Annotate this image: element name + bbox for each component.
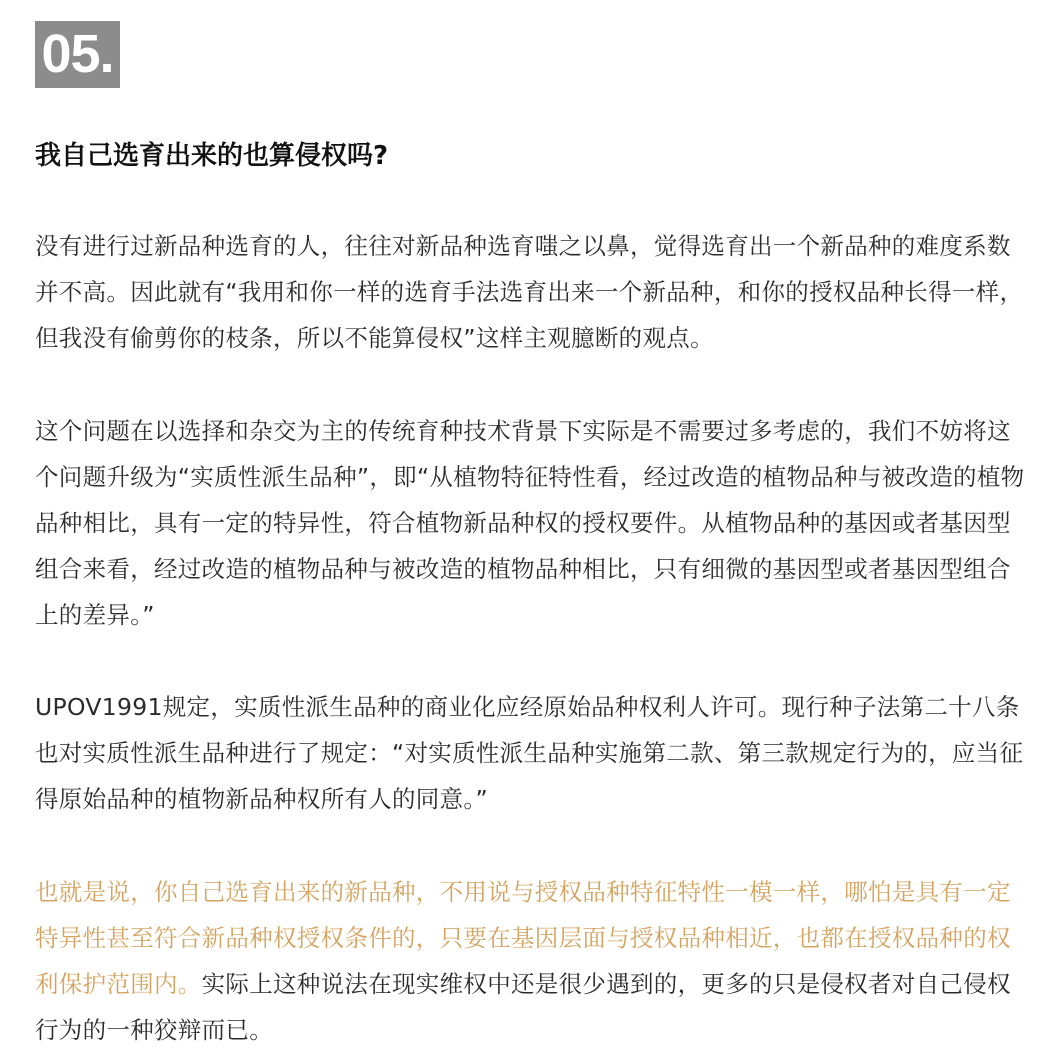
section-title: 我自己选育出来的也算侵权吗? [35,141,389,171]
paragraph-intro: 没有进行过新品种选育的人，往往对新品种选育嗤之以鼻，觉得选育出一个新品种的难度系数并不高。因此就有“我用和你一样的选育手法选育出来一个新品种，和你的授权品种长得一样，但我没有偷剪你的枝条，所以不能算侵权”这样主观臆断的观点。 [35,232,1024,352]
conclusion-rest-text: 实际上这种说法在现实维权中还是很少遇到的，更多的只是侵权者对自己侵权行为的一种狡辩而已。 [35,970,1011,1044]
section-number-badge: 05. [35,21,120,88]
paragraph-conclusion [35,869,1025,1053]
paragraph-upov-law: UPOV1991规定，实质性派生品种的商业化应经原始品种权利人许可。现行种子法第二十八条也对实质性派生品种进行了规定：“对实质性派生品种实施第二款、第三款规定行为的，应当征得原始品种的植物新品种权所有人的同意。” [35,693,1024,813]
paragraph-derived-variety: 这个问题在以选择和杂交为主的传统育种技术背景下实际是不需要过多考虑的，我们不妨将这个问题升级为“实质性派生品种”，即“从植物特征特性看，经过改造的植物品种与被改造的植物品种相比，具有一定的特异性，符合植物新品种权的授权要件。从植物品种的基因或者基因型组合来看，经过改造的植物品种与被改造的植物品种相比，只有细微的基因型或者基因型组合上的差异。” [35,417,1025,629]
highlighted-conclusion-text: 也就是说，你自己选育出来的新品种，不用说与授权品种特征特性一模一样，哪怕是具有一定特异性甚至符合新品种权授权条件的，只要在基因层面与授权品种相近，也都在授权品种的权利保护范围内。 [35,878,1011,998]
